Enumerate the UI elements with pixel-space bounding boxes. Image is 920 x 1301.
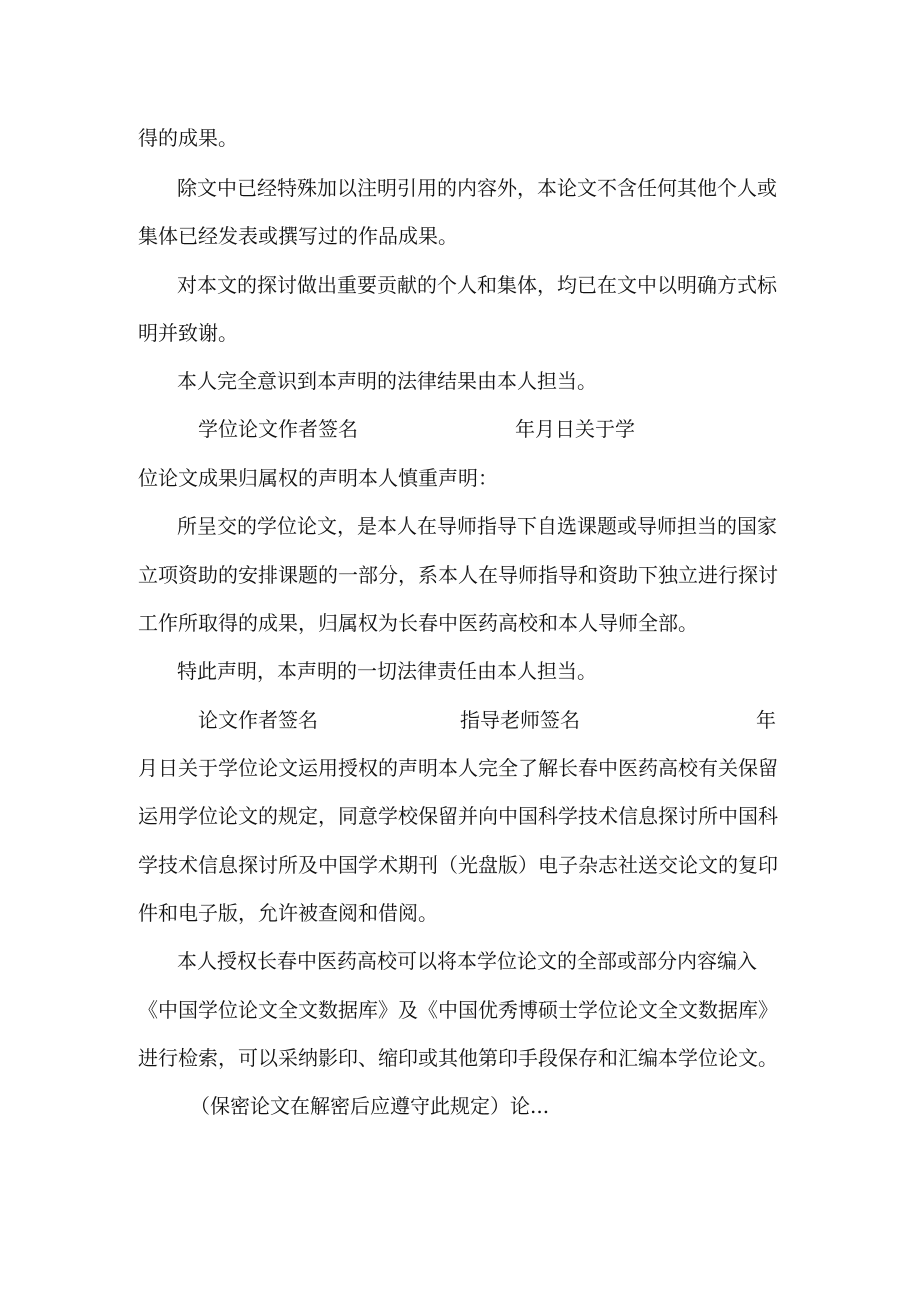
paragraph-line: 件和电子版，允许被查阅和借阅。 bbox=[138, 901, 438, 925]
advisor-signature-label: 指导老师签名 bbox=[460, 708, 580, 732]
paragraph-line: 明并致谢。 bbox=[138, 321, 238, 345]
author-signature-label: 论文作者签名 bbox=[198, 708, 318, 732]
paragraph-line: 集体已经发表或撰写过的作品成果。 bbox=[138, 224, 458, 248]
date-label: 年月日关于学 bbox=[515, 417, 635, 441]
paragraph-line: 除文中已经特殊加以注明引用的内容外，本论文不含任何其他个人或 bbox=[177, 176, 777, 200]
paragraph-line: 所呈交的学位论文，是本人在导师指导下自选课题或导师担当的国家 bbox=[177, 514, 777, 538]
paragraph-line: 月日关于学位论文运用授权的声明本人完全了解长春中医药高校有关保留 bbox=[138, 756, 778, 780]
paragraph-line: 进行检索，可以采纳影印、缩印或其他第印手段保存和汇编本学位论文。 bbox=[138, 1046, 778, 1070]
paragraph-line: 运用学位论文的规定，同意学校保留并向中国科学技术信息探讨所中国科 bbox=[138, 804, 778, 828]
paragraph-line: 工作所取得的成果，归属权为长春中医药高校和本人导师全部。 bbox=[138, 611, 698, 635]
paragraph-line: 学技术信息探讨所及中国学术期刊（光盘版）电子杂志社送交论文的复印 bbox=[138, 853, 778, 877]
paragraph-line: 本人授权长春中医药高校可以将本学位论文的全部或部分内容编入 bbox=[177, 949, 757, 973]
paragraph-line: 特此声明，本声明的一切法律责任由本人担当。 bbox=[177, 659, 597, 683]
paragraph-line: 位论文成果归属权的声明本人慎重声明： bbox=[138, 466, 498, 490]
paragraph-line: 本人完全意识到本声明的法律结果由本人担当。 bbox=[177, 369, 597, 393]
paragraph-line: 立项资助的安排课题的一部分，系本人在导师指导和资助下独立进行探讨 bbox=[138, 563, 778, 587]
paragraph-line: （保密论文在解密后应遵守此规定）论... bbox=[190, 1094, 550, 1118]
paragraph-line: 《中国学位论文全文数据库》及《中国优秀博硕士学位论文全文数据库》 bbox=[138, 998, 778, 1022]
author-signature-label: 学位论文作者签名 bbox=[198, 417, 358, 441]
paragraph-line: 对本文的探讨做出重要贡献的个人和集体，均已在文中以明确方式标 bbox=[177, 273, 777, 297]
year-label: 年 bbox=[756, 708, 776, 732]
paragraph-line: 得的成果。 bbox=[138, 126, 238, 150]
